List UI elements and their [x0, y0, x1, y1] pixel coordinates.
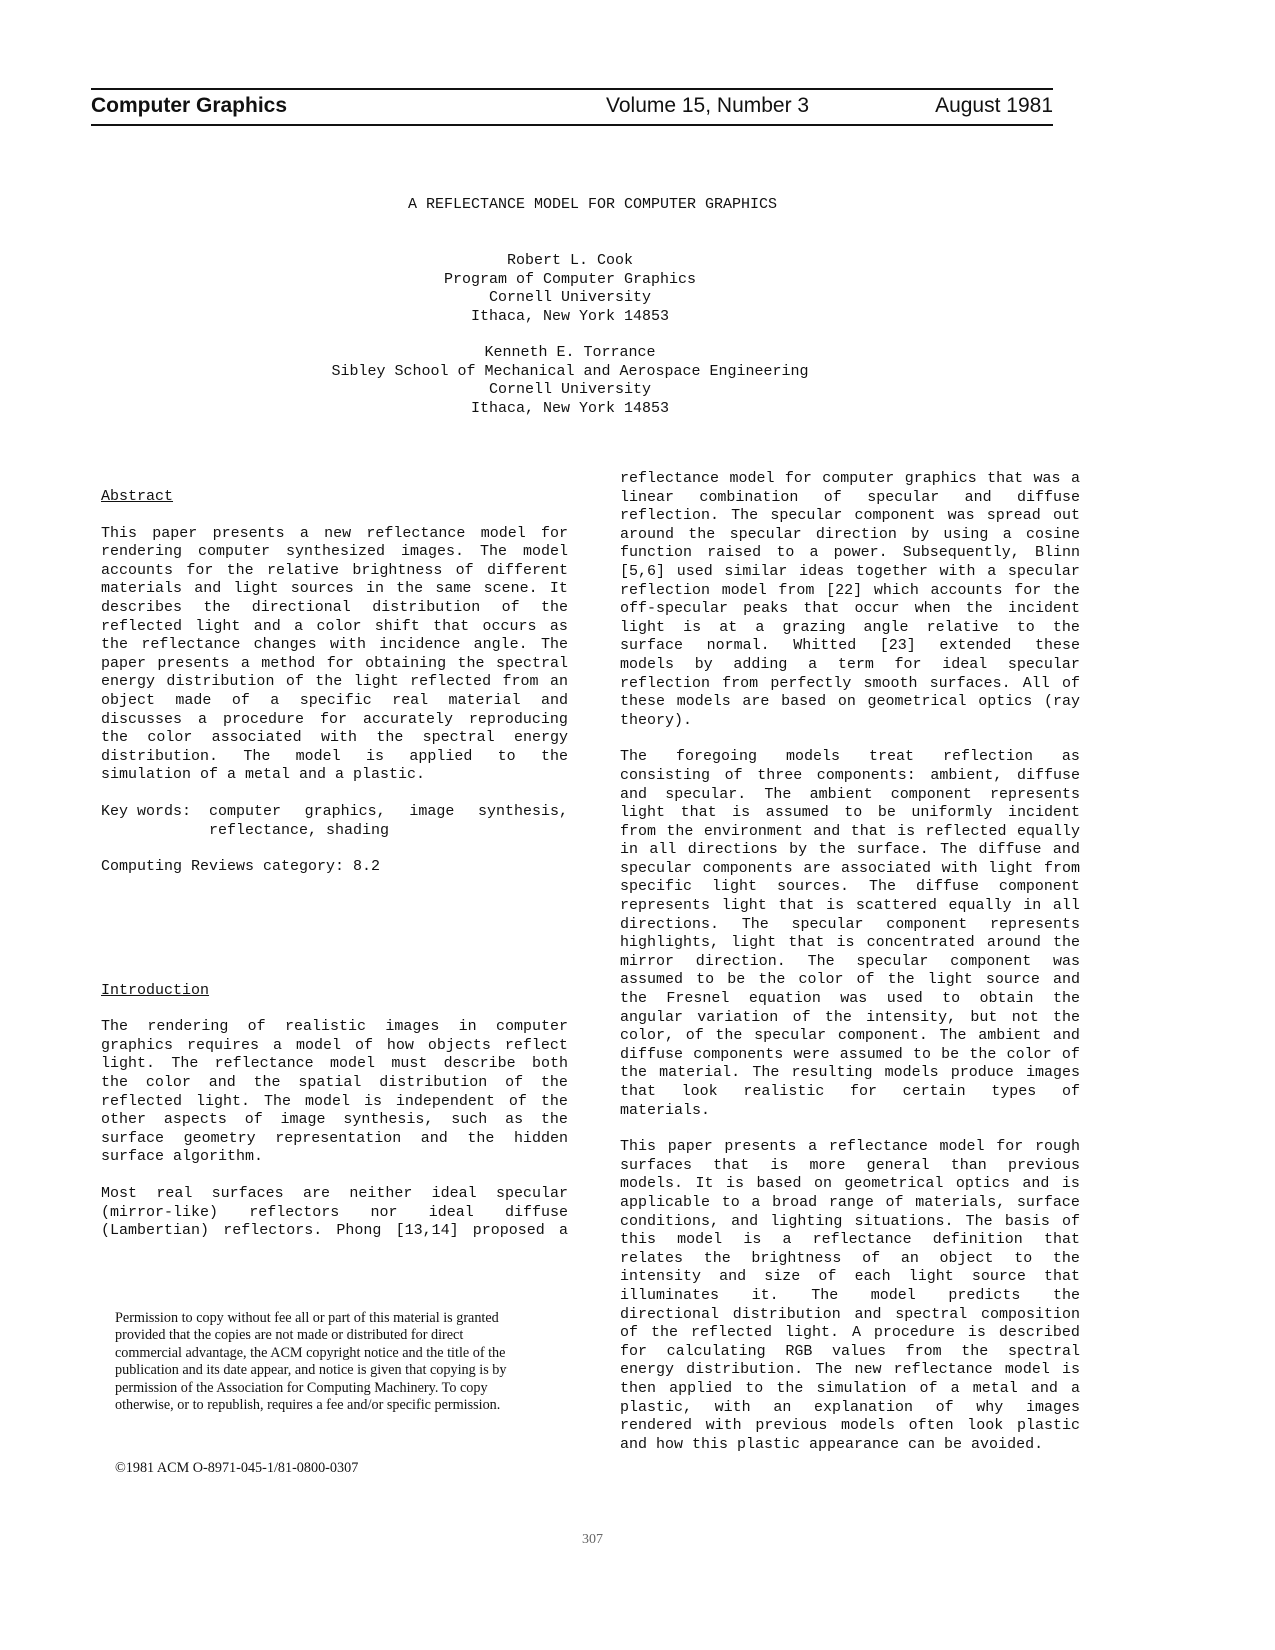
text-line: object made of a specific real material and	[101, 691, 568, 709]
text-line: reflection from perfectly smooth surfaces. All of	[620, 674, 1080, 692]
text-line: reflectance model for computer graphics that was a	[620, 470, 1080, 487]
text-line: that look realistic for certain types of	[620, 1083, 1080, 1100]
right-para-2	[620, 748, 1080, 1120]
introduction-para-1	[101, 1018, 568, 1167]
computing-reviews-category: Computing Reviews category: 8.2	[101, 858, 381, 876]
text-line: the Fresnel equation was used to obtain the	[620, 990, 1080, 1008]
issue-date: August 1981	[935, 94, 1053, 117]
text-line: surface algorithm.	[101, 1148, 264, 1166]
right-para-3	[620, 1138, 1080, 1454]
text-line: the color associated with the spectral energy	[101, 729, 568, 747]
permission-line: publication and its date appear, and notice is given that copying is by	[115, 1362, 507, 1379]
text-line: surfaces that is more general than previous	[620, 1156, 1080, 1174]
text-line: [5,6] used similar ideas together with a specular	[620, 562, 1080, 580]
text-line: (mirror-like) reflectors nor ideal diffuse	[101, 1203, 568, 1221]
text-line: simulation of a metal and a plastic.	[101, 766, 426, 784]
page-number: 307	[582, 1532, 603, 1547]
text-line: theory).	[620, 711, 693, 729]
right-column	[620, 470, 1080, 1454]
text-line: discusses a procedure for accurately reproducing	[101, 710, 568, 728]
text-line: distribution. The model is applied to the	[101, 747, 568, 765]
text-line: diffuse components were assumed to be the color of	[620, 1045, 1080, 1063]
author-address: Ithaca, New York 14853	[470, 307, 670, 325]
left-column	[101, 488, 568, 1241]
text-line: rendered with previous models often look plastic	[620, 1417, 1080, 1435]
text-line: other aspects of image synthesis, such as the	[101, 1111, 568, 1129]
text-line: This paper presents a reflectance model for rough	[620, 1138, 1080, 1156]
paper-title: A REFLECTANCE MODEL FOR COMPUTER GRAPHICS	[407, 196, 778, 213]
text-line: graphics requires a model of how objects reflect	[101, 1036, 568, 1054]
author-name: Kenneth E. Torrance	[484, 344, 656, 361]
permission-line: permission of the Association for Computing Machinery. To copy	[115, 1379, 488, 1396]
text-line: energy distribution of the light reflected from an	[101, 673, 568, 691]
author-block-2	[0, 344, 1140, 418]
copyright-line: ©1981 ACM O-8971-045-1/81-0800-0307	[115, 1460, 359, 1476]
text-line: mirror direction. The specular component was	[620, 952, 1080, 970]
journal-name: Computer Graphics	[91, 94, 288, 117]
abstract-heading: Abstract	[101, 488, 174, 505]
text-line: of the reflected light. A procedure is described	[620, 1324, 1080, 1342]
introduction-heading: Introduction	[101, 981, 210, 999]
text-line: models. It is based on geometrical optics and is	[620, 1175, 1080, 1193]
running-header	[91, 88, 1053, 126]
permission-line: provided that the copies are not made or distributed for direct	[115, 1327, 464, 1344]
text-line: light is at a grazing angle relative to the	[620, 618, 1080, 636]
text-line: for calculating RGB values from the spectral	[620, 1342, 1080, 1360]
text-line: light. The reflectance model must describe both	[101, 1055, 568, 1073]
text-line: these models are based on geometrical optics (ray	[620, 693, 1080, 711]
keywords-line-2: reflectance, shading	[209, 821, 390, 839]
text-line: models by adding a term for ideal specular	[620, 655, 1080, 673]
text-line: materials and light sources in the same scene. It	[101, 580, 568, 598]
text-line: around the specular direction by using a cosine	[620, 525, 1080, 543]
abstract-body	[101, 525, 568, 785]
text-line: directions. The specular component represents	[620, 915, 1080, 933]
text-line: reflected light. The model is independent of the	[101, 1092, 568, 1110]
text-line: reflected light and a color shift that occurs as	[101, 617, 568, 635]
author-affiliation: Cornell University	[488, 381, 652, 399]
author-address: Ithaca, New York 14853	[470, 399, 670, 417]
text-line: plastic, with an explanation of why images	[620, 1398, 1080, 1416]
author-affiliation: Cornell University	[488, 289, 652, 307]
text-line: the material. The resulting models produce images	[620, 1064, 1080, 1082]
text-line: the color and the spatial distribution of the	[101, 1074, 568, 1092]
text-line: off-specular peaks that occur when the incident	[620, 600, 1080, 618]
text-line: angular variation of the intensity, but not the	[620, 1008, 1080, 1026]
text-line: illuminates it. The model predicts the	[620, 1286, 1080, 1304]
permission-line: otherwise, or to republish, requires a fee and/or specific permission.	[115, 1397, 501, 1414]
text-line: (Lambertian) reflectors. Phong [13,14] proposed a	[101, 1222, 568, 1240]
text-line: assumed to be the color of the light source and	[620, 971, 1080, 989]
keywords-line-1: computer graphics, image synthesis,	[209, 802, 568, 820]
author-block-1	[0, 252, 1140, 326]
text-line: The rendering of realistic images in computer	[101, 1018, 568, 1036]
text-line: intensity and size of each light source that	[620, 1268, 1080, 1286]
text-line: color, of the specular component. The ambient and	[620, 1027, 1080, 1045]
permission-notice	[115, 1310, 567, 1414]
volume-number: Volume 15, Number 3	[606, 94, 810, 117]
text-line: surface normal. Whitted [23] extended these	[620, 637, 1080, 655]
text-line: rendering computer synthesized images. The model	[101, 543, 568, 561]
text-line: paper presents a method for obtaining the spectral	[101, 654, 568, 672]
text-line: surface geometry representation and the hidden	[101, 1129, 568, 1147]
text-line: conditions, and lighting situations. The basis of	[620, 1212, 1080, 1230]
keywords	[101, 803, 568, 840]
text-line: from the environment and that is reflected equally	[620, 822, 1080, 840]
text-line: light that is assumed to be uniformly incident	[620, 804, 1080, 822]
text-line: Most real surfaces are neither ideal specular	[101, 1185, 568, 1203]
text-line: and how this plastic appearance can be avoided.	[620, 1435, 1044, 1453]
text-line: describes the directional distribution of the	[101, 598, 568, 616]
text-line: materials.	[620, 1101, 711, 1119]
keywords-label: Key words:	[101, 802, 192, 820]
author-affiliation: Program of Computer Graphics	[443, 270, 697, 288]
permission-line: commercial advantage, the ACM copyright notice and the title of the	[115, 1344, 506, 1361]
text-line: reflection. The specular component was spread out	[620, 507, 1080, 525]
text-line: This paper presents a new reflectance model for	[101, 524, 568, 542]
text-line: specific light sources. The diffuse component	[620, 878, 1080, 896]
text-line: and specular. The ambient component represents	[620, 785, 1080, 803]
text-line: The foregoing models treat reflection as	[620, 748, 1080, 766]
text-line: then applied to the simulation of a metal and a	[620, 1379, 1080, 1397]
author-affiliation: Sibley School of Mechanical and Aerospace Engineering	[331, 362, 809, 380]
introduction-para-2	[101, 1185, 568, 1241]
text-line: accounts for the relative brightness of different	[101, 561, 568, 579]
text-line: linear combination of specular and diffuse	[620, 488, 1080, 506]
text-line: in all directions by the surface. The diffuse and	[620, 841, 1080, 859]
text-line: relates the brightness of an object to the	[620, 1249, 1080, 1267]
text-line: applicable to a broad range of materials, surface	[620, 1193, 1080, 1211]
author-name: Robert L. Cook	[506, 252, 634, 269]
permission-line: Permission to copy without fee all or part of this material is granted	[115, 1310, 499, 1326]
right-para-1	[620, 470, 1080, 730]
text-line: specular components are associated with light from	[620, 859, 1080, 877]
text-line: highlights, light that is concentrated around the	[620, 934, 1080, 952]
text-line: consisting of three components: ambient, diffuse	[620, 766, 1080, 784]
text-line: represents light that is scattered equally in all	[620, 897, 1080, 915]
text-line: function raised to a power. Subsequently, Blinn	[620, 544, 1080, 562]
text-line: this model is a reflectance definition that	[620, 1231, 1080, 1249]
text-line: the reflectance changes with incidence angle. The	[101, 636, 568, 654]
text-line: energy distribution. The new reflectance model is	[620, 1361, 1080, 1379]
text-line: reflection model from [22] which accounts for the	[620, 581, 1080, 599]
text-line: directional distribution and spectral composition	[620, 1305, 1080, 1323]
